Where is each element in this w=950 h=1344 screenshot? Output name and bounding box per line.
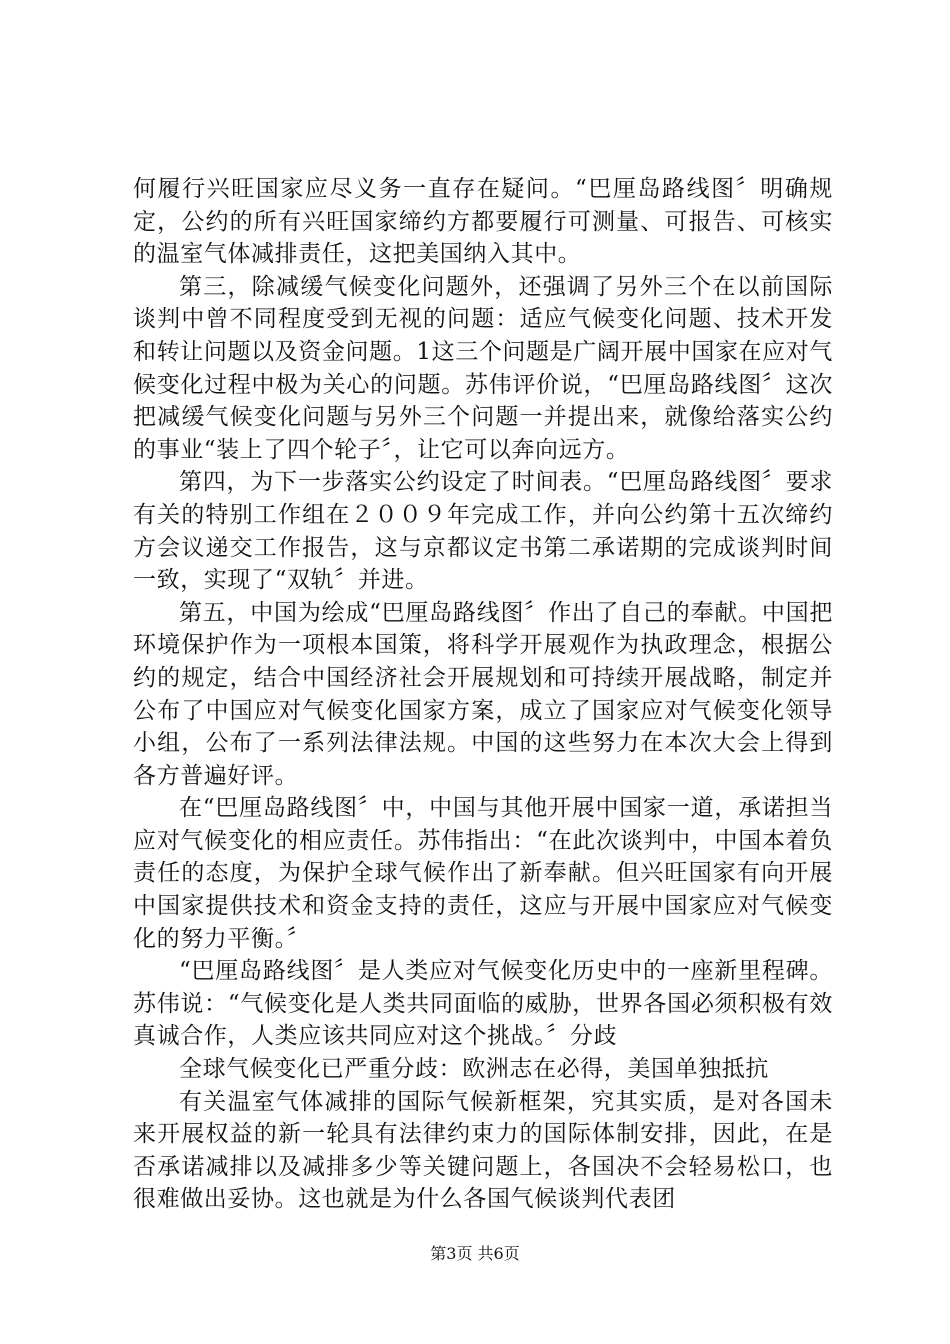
paragraph-milestone: “巴厘岛路线图〞是人类应对气候变化历史中的一座新里程碑。苏伟说：“气候变化是人类共同面临的威胁，世界各国必须积极有效真诚合作，人类应该共同应对这个挑战。〞分歧 bbox=[133, 958, 833, 1050]
paragraph-heading-divergence: 全球气候变化已严重分歧：欧洲志在必得，美国单独抵抗 bbox=[179, 1056, 769, 1083]
paragraph-fifth-point: 第五，中国为绘成“巴厘岛路线图〞作出了自己的奉献。中国把环境保护作为一项根本国策，将科学开展观作为执政理念，根据公约的规定，结合中国经济社会开展规划和可持续开展战略，制定并公布了中国应对气候变化国家方案，成立了国家应对气候变化领导小组，公布了一系列法律法规。中国的这些努力在本次大会上得到各方普遍好评。 bbox=[133, 599, 833, 789]
document-body bbox=[133, 173, 833, 1216]
paragraph-framework: 有关温室气体减排的国际气候新框架，究其实质，是对各国未来开展权益的新一轮具有法律约束力的国际体制安排，因此，在是否承诺减排以及减排多少等关键问题上，各国决不会轻易松口，也很难做出妥协。这也就是为什么各国气候谈判代表团 bbox=[133, 1088, 833, 1213]
paragraph-fourth-point: 第四，为下一步落实公约设定了时间表。“巴厘岛路线图〞要求有关的特别工作组在２００９年完成工作，并向公约第十五次缔约方会议递交工作报告，这与京都议定书第二承诺期的完成谈判时间一致，实现了“双轨〞并进。 bbox=[133, 469, 833, 594]
paragraph-continuation: 何履行兴旺国家应尽义务一直存在疑问。“巴厘岛路线图〞明确规定，公约的所有兴旺国家缔约方都要履行可测量、可报告、可核实的温室气体减排责任，这把美国纳入其中。 bbox=[133, 176, 833, 268]
paragraph-third-point: 第三，除减缓气候变化问题外，还强调了另外三个在以前国际谈判中曾不同程度受到无视的问题：适应气候变化问题、技术开发和转让问题以及资金问题。1这三个问题是广阔开展中国家在应对气候变化过程中极为关心的问题。苏伟评价说，“巴厘岛路线图〞这次把减缓气候变化问题与另外三个问题一并提出来，就像给落实公约的事业“装上了四个轮子〞，让它可以奔向远方。 bbox=[133, 273, 833, 463]
page-footer: 第3页 共6页 bbox=[430, 1244, 520, 1263]
paragraph-china-commitment: 在“巴厘岛路线图〞中，中国与其他开展中国家一道，承诺担当应对气候变化的相应责任。苏伟指出：“在此次谈判中，中国本着负责任的态度，为保护全球气候作出了新奉献。但兴旺国家有向开展中国家提供技术和资金支持的责任，这应与开展中国家应对气候变化的努力平衡。〞 bbox=[133, 795, 833, 952]
